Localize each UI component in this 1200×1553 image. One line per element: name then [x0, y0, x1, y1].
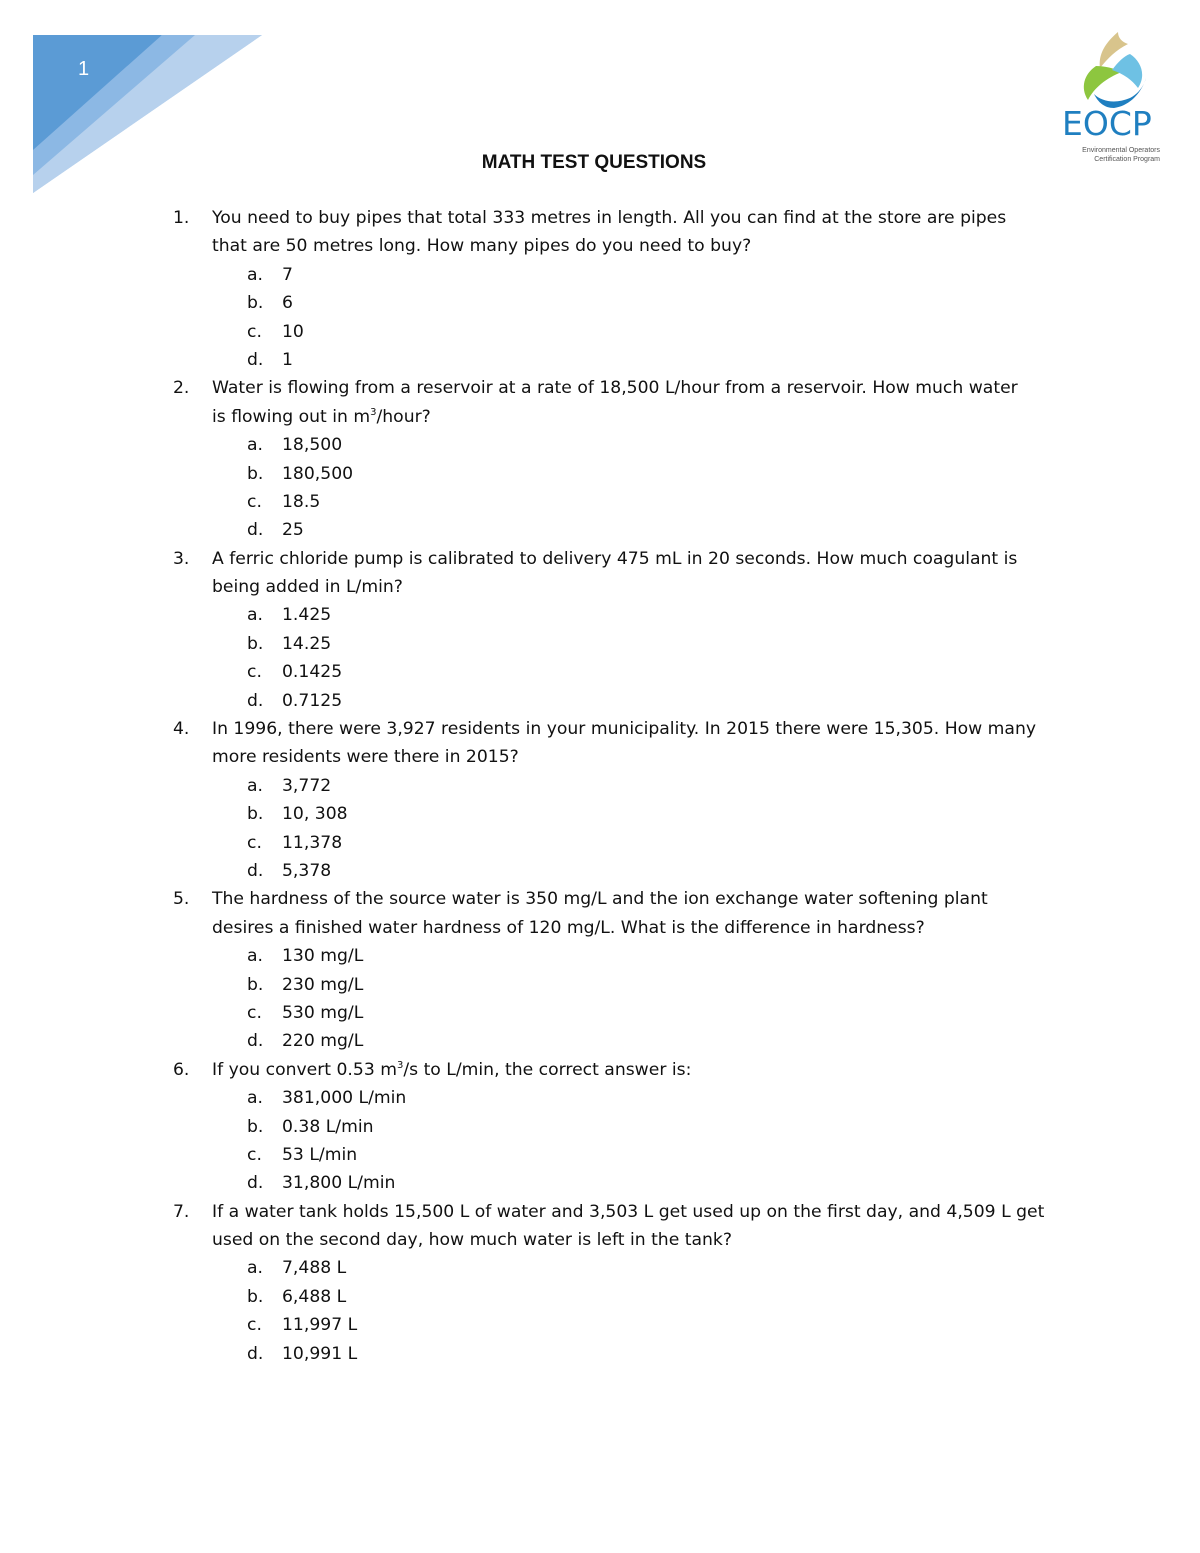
question-text: more residents were there in 2015?: [212, 747, 519, 768]
answer-option-text: 220 mg/L: [282, 1031, 364, 1052]
answer-option: [0, 687, 1200, 715]
answer-option-letter: a.: [247, 946, 263, 967]
answer-option-text: 10, 308: [282, 804, 348, 825]
answer-option-text: 10,991 L: [282, 1343, 358, 1364]
answer-option-text: 7,488 L: [282, 1258, 347, 1279]
question-text: desires a finished water hardness of 120 mg/L. What is the difference in hardness?: [212, 917, 925, 938]
answer-option-letter: b.: [247, 1116, 264, 1137]
answer-option: [0, 488, 1200, 516]
answer-option-letter: d.: [247, 860, 264, 881]
answer-option: [0, 800, 1200, 828]
answer-option: [0, 460, 1200, 488]
superscript: 3: [396, 1059, 404, 1071]
question-line: [0, 914, 1200, 942]
question-item: [0, 545, 1200, 715]
answer-option: [0, 346, 1200, 374]
answer-option-text: 1.425: [282, 605, 332, 626]
answer-option-letter: c.: [247, 832, 262, 853]
question-text-part: /s to L/min, the correct answer is:: [403, 1059, 692, 1080]
answer-option: [0, 261, 1200, 289]
answer-option: [0, 1283, 1200, 1311]
question-line: [0, 374, 1200, 402]
answer-option-letter: b.: [247, 463, 264, 484]
answer-option-letter: d.: [247, 349, 264, 370]
answer-option-letter: b.: [247, 293, 264, 314]
question-number: 6.: [173, 1059, 190, 1080]
logo-tagline-line-2: Certification Program: [1094, 156, 1160, 163]
question-item: [0, 1056, 1200, 1198]
answer-option-text: 0.1425: [282, 662, 343, 683]
answer-option-letter: b.: [247, 633, 264, 654]
answer-option-letter: d.: [247, 1173, 264, 1194]
superscript: 3: [370, 406, 377, 418]
answer-option-letter: a.: [247, 1258, 263, 1279]
answer-option: [0, 1169, 1200, 1197]
answer-option: [0, 971, 1200, 999]
answer-option-letter: c.: [247, 1315, 262, 1336]
answer-option-text: 230 mg/L: [282, 974, 364, 995]
question-number: 4.: [173, 719, 190, 740]
answer-option-text: 18,500: [282, 435, 343, 456]
answer-option-letter: c.: [247, 491, 262, 512]
question-line: [0, 885, 1200, 913]
answer-option: [0, 1254, 1200, 1282]
answer-option-letter: d.: [247, 690, 264, 711]
question-number: 2.: [173, 378, 190, 399]
answer-option: [0, 1340, 1200, 1368]
question-text-part: is flowing out in m: [212, 406, 371, 427]
answer-option-text: 381,000 L/min: [282, 1088, 407, 1109]
answer-option-text: 530 mg/L: [282, 1002, 364, 1023]
answer-option-text: 31,800 L/min: [282, 1173, 396, 1194]
question-number: 1.: [173, 208, 190, 228]
answer-option: [0, 289, 1200, 317]
answer-option-text: 18.5: [282, 491, 321, 512]
answer-option: [0, 829, 1200, 857]
question-item: [0, 204, 1200, 374]
answer-option: [0, 630, 1200, 658]
question-item: [0, 885, 1200, 1055]
answer-option-letter: d.: [247, 1343, 264, 1364]
question-line: [0, 403, 1200, 431]
answer-option-text: 53 L/min: [282, 1144, 358, 1165]
question-number: 5.: [173, 889, 190, 910]
answer-option-letter: a.: [247, 1088, 263, 1109]
answer-option-letter: a.: [247, 435, 263, 456]
answer-option-text: 1: [282, 349, 293, 370]
answer-option: [0, 999, 1200, 1027]
question-item: [0, 715, 1200, 885]
answer-option: [0, 601, 1200, 629]
question-line: [0, 715, 1200, 743]
answer-option-text: 5,378: [282, 860, 332, 881]
question-text: being added in L/min?: [212, 577, 403, 598]
question-text: [212, 1056, 691, 1084]
answer-option: [0, 1141, 1200, 1169]
answer-option: [0, 658, 1200, 686]
question-text: used on the second day, how much water is left in the tank?: [212, 1230, 732, 1251]
answer-option: [0, 1311, 1200, 1339]
answer-option-text: 14.25: [282, 633, 332, 654]
answer-option: [0, 516, 1200, 544]
answer-option-text: 0.38 L/min: [282, 1116, 374, 1137]
question-text: In 1996, there were 3,927 residents in your municipality. In 2015 there were 15,305. How many: [212, 719, 1037, 740]
question-text-part: /hour?: [376, 406, 431, 427]
answer-option-letter: b.: [247, 804, 264, 825]
question-line: [0, 573, 1200, 601]
question-text: If a water tank holds 15,500 L of water and 3,503 L get used up on the first day, and 4,509 L get: [212, 1201, 1045, 1222]
answer-option-letter: c.: [247, 1144, 262, 1165]
question-line: [0, 743, 1200, 771]
page-title: MATH TEST QUESTIONS: [481, 152, 707, 173]
answer-option: [0, 1113, 1200, 1141]
answer-option-text: 6: [282, 293, 293, 314]
answer-option-text: 130 mg/L: [282, 946, 364, 967]
answer-option: [0, 1027, 1200, 1055]
question-text: The hardness of the source water is 350 mg/L and the ion exchange water softening plant: [212, 889, 988, 910]
question-line: [0, 204, 1200, 232]
question-text: Water is flowing from a reservoir at a rate of 18,500 L/hour from a reservoir. How much water: [212, 378, 1018, 399]
answer-option-text: 7: [282, 264, 293, 285]
question-line: [0, 1056, 1200, 1084]
answer-option-letter: d.: [247, 520, 264, 541]
question-line: [0, 1226, 1200, 1254]
answer-option-text: 180,500: [282, 463, 354, 484]
question-list: [0, 204, 1200, 1368]
answer-option: [0, 431, 1200, 459]
answer-option-text: 0.7125: [282, 690, 343, 711]
question-item: [0, 374, 1200, 544]
answer-option-text: 25: [282, 520, 304, 541]
answer-option: [0, 772, 1200, 800]
question-line: [0, 232, 1200, 260]
answer-option-letter: b.: [247, 1286, 264, 1307]
answer-option-text: 10: [282, 321, 304, 342]
question-text: [212, 403, 431, 431]
answer-option-letter: a.: [247, 605, 263, 626]
question-text-part: If you convert 0.53 m: [212, 1059, 397, 1080]
page-number: 1: [78, 58, 90, 80]
logo-tagline-line-1: Environmental Operators: [1082, 147, 1160, 154]
answer-option-text: 3,772: [282, 775, 332, 796]
answer-option-letter: c.: [247, 662, 262, 683]
answer-option-letter: c.: [247, 1002, 262, 1023]
question-text: that are 50 metres long. How many pipes do you need to buy?: [212, 236, 752, 257]
answer-option-letter: a.: [247, 775, 263, 796]
answer-option-letter: d.: [247, 1031, 264, 1052]
answer-option: [0, 1084, 1200, 1112]
answer-option-letter: a.: [247, 264, 263, 285]
answer-option: [0, 318, 1200, 346]
answer-option-letter: c.: [247, 321, 262, 342]
question-item: [0, 1198, 1200, 1368]
answer-option: [0, 857, 1200, 885]
question-text: You need to buy pipes that total 333 metres in length. All you can find at the store are pipes: [212, 208, 1007, 228]
answer-option-text: 6,488 L: [282, 1286, 347, 1307]
answer-option: [0, 942, 1200, 970]
question-line: [0, 545, 1200, 573]
answer-option-text: 11,997 L: [282, 1315, 358, 1336]
question-number: 7.: [173, 1201, 190, 1222]
question-line: [0, 1198, 1200, 1226]
answer-option-letter: b.: [247, 974, 264, 995]
question-number: 3.: [173, 548, 190, 569]
corner-banner: [0, 0, 280, 210]
logo-wordmark: EOCP: [1062, 104, 1152, 143]
question-text: A ferric chloride pump is calibrated to delivery 475 mL in 20 seconds. How much coagulant is: [212, 548, 1018, 569]
answer-option-text: 11,378: [282, 832, 343, 853]
